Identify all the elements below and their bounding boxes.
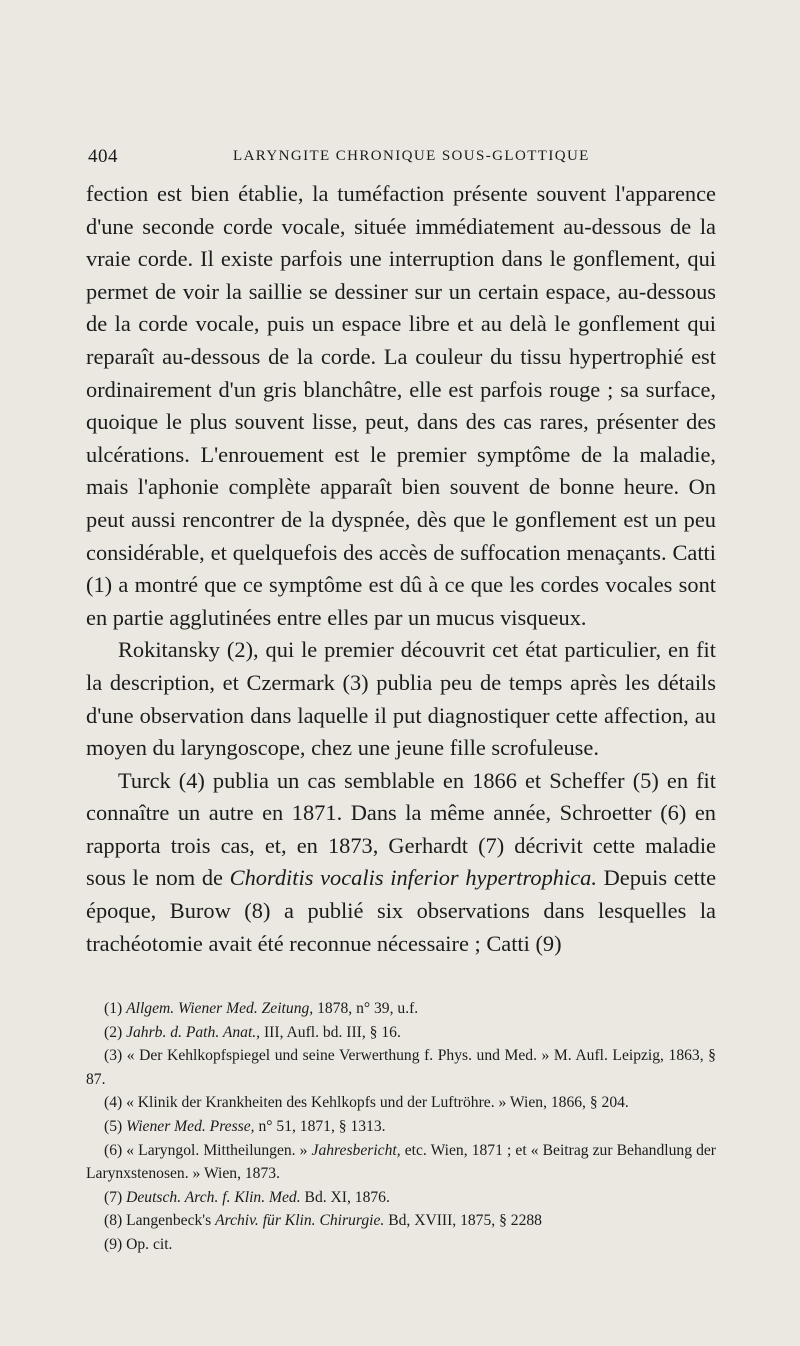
- running-title: LARYNGITE CHRONIQUE SOUS-GLOTTIQUE: [233, 148, 590, 164]
- paragraph-3-end: Depuis cette époque, Burow (8) a publié six observations dans lesquelles la trachéotomie avait été reconnue nécessaire ; Catti (9): [86, 865, 717, 956]
- footnote-number: (2): [104, 1023, 127, 1041]
- footnote-number: (7): [104, 1188, 127, 1206]
- footnote-number: (4): [104, 1094, 127, 1112]
- footnotes: [86, 997, 716, 1257]
- footnote-5: [86, 1115, 716, 1139]
- paragraph-3-start: Turck (4) publia un cas semblable en 1866 et Scheffer (5) en fit connaître un autre en 1871. Dans la même année, Schroetter (6) en rapporta trois cas, et, en 1873, Gerhardt (7) décrivit cette maladie sous le nom de: [86, 767, 716, 891]
- footnote-text: etc. Wien, 1871 ; et « Beitrag zur Behandlung der Larynxstenosen. » Wien, 1873.: [86, 1141, 716, 1183]
- page-number: 404: [88, 146, 118, 167]
- footnote-number: (3): [104, 1047, 127, 1065]
- footnote-title: Jahrb. d. Path. Anat.,: [126, 1023, 261, 1041]
- paragraph-2: Rokitansky (2), qui le premier découvrit cet état particulier, en fit la description, et Czermark (3) publia peu de temps après les détails d'une observation dans laquelle il put diagnostiquer cette affection, au moyen du laryngoscope, chez une jeune fille scrofuleuse.: [86, 637, 716, 761]
- footnote-text: III, Aufl. bd. III, § 16.: [260, 1023, 401, 1041]
- paragraph-1: fection est bien établie, la tuméfaction présente souvent l'apparence d'une seconde corde vocale, située immédiatement au-dessous de la vraie corde. Il existe parfois une interruption dans le gonflement, qui permet de voir la saillie se dessiner sur un certain espace, au-dessous de la corde vocale, puis un espace libre et au delà le gonflement qui reparaît au-dessous de la corde. La couleur du tissu hypertrophié est ordinairement d'un gris blanchâtre, elle est parfois rouge ; sa surface, quoique le plus souvent lisse, peut, dans des cas rares, présenter des ulcérations. L'enrouement est le premier symptôme de la maladie, mais l'aphonie complète apparaît bien souvent de bonne heure. On peut aussi rencontrer de la dyspnée, dès que le gonflement est un peu considérable, et quelquefois des accès de suffocation menaçants. Catti (1) a montré que ce symptôme est dû à ce que les cordes vocales sont en partie agglutinées entre elles par un mucus visqueux.: [86, 181, 716, 630]
- footnote-4: [86, 1091, 716, 1115]
- footnote-number: (6): [104, 1141, 127, 1159]
- footnote-1: [86, 997, 716, 1021]
- footnote-text: 1878, n° 39, u.f.: [313, 1000, 419, 1017]
- footnote-title: Wiener Med. Presse,: [126, 1117, 255, 1135]
- footnote-title: Archiv. für Klin. Chirurgie.: [215, 1212, 385, 1230]
- disease-name: Chorditis vocalis inferior hypertrophica.: [229, 865, 597, 891]
- footnote-number: (1): [104, 1000, 127, 1017]
- footnote-number: (5): [104, 1117, 127, 1135]
- footnote-2: [86, 1021, 716, 1045]
- footnote-7: [86, 1186, 716, 1210]
- footnote-text: Bd. XI, 1876.: [300, 1188, 390, 1206]
- footnote-number: (9): [104, 1235, 127, 1253]
- footnote-text: Langenbeck's: [126, 1212, 216, 1230]
- footnote-title: Deutsch. Arch. f. Klin. Med.: [126, 1188, 301, 1206]
- footnote-text: Bd, XVIII, 1875, § 2288: [384, 1212, 542, 1230]
- page-header: [88, 146, 718, 168]
- footnote-text: n° 51, 1871, § 1313.: [254, 1117, 386, 1135]
- main-text: [86, 178, 716, 960]
- footnote-text: « Laryngol. Mittheilungen. »: [126, 1141, 312, 1159]
- footnote-text: Op. cit.: [126, 1235, 173, 1253]
- footnote-title: Allgem. Wiener Med. Zeitung,: [126, 1000, 314, 1017]
- footnote-8: [86, 1209, 716, 1233]
- paragraph-3: [86, 765, 716, 961]
- footnote-text: « Klinik der Krankheiten des Kehlkopfs und der Luftröhre. » Wien, 1866, § 204.: [126, 1094, 629, 1112]
- footnote-text: « Der Kehlkopfspiegel und seine Verwerthung f. Phys. und Med. » M. Aufl. Leipzig, 1863, § 87.: [86, 1047, 716, 1088]
- footnote-3: [86, 1044, 716, 1091]
- footnote-title: Jahresbericht,: [311, 1141, 401, 1159]
- footnote-9: [86, 1233, 716, 1257]
- footnote-6: [86, 1139, 716, 1186]
- footnote-number: (8): [104, 1212, 127, 1230]
